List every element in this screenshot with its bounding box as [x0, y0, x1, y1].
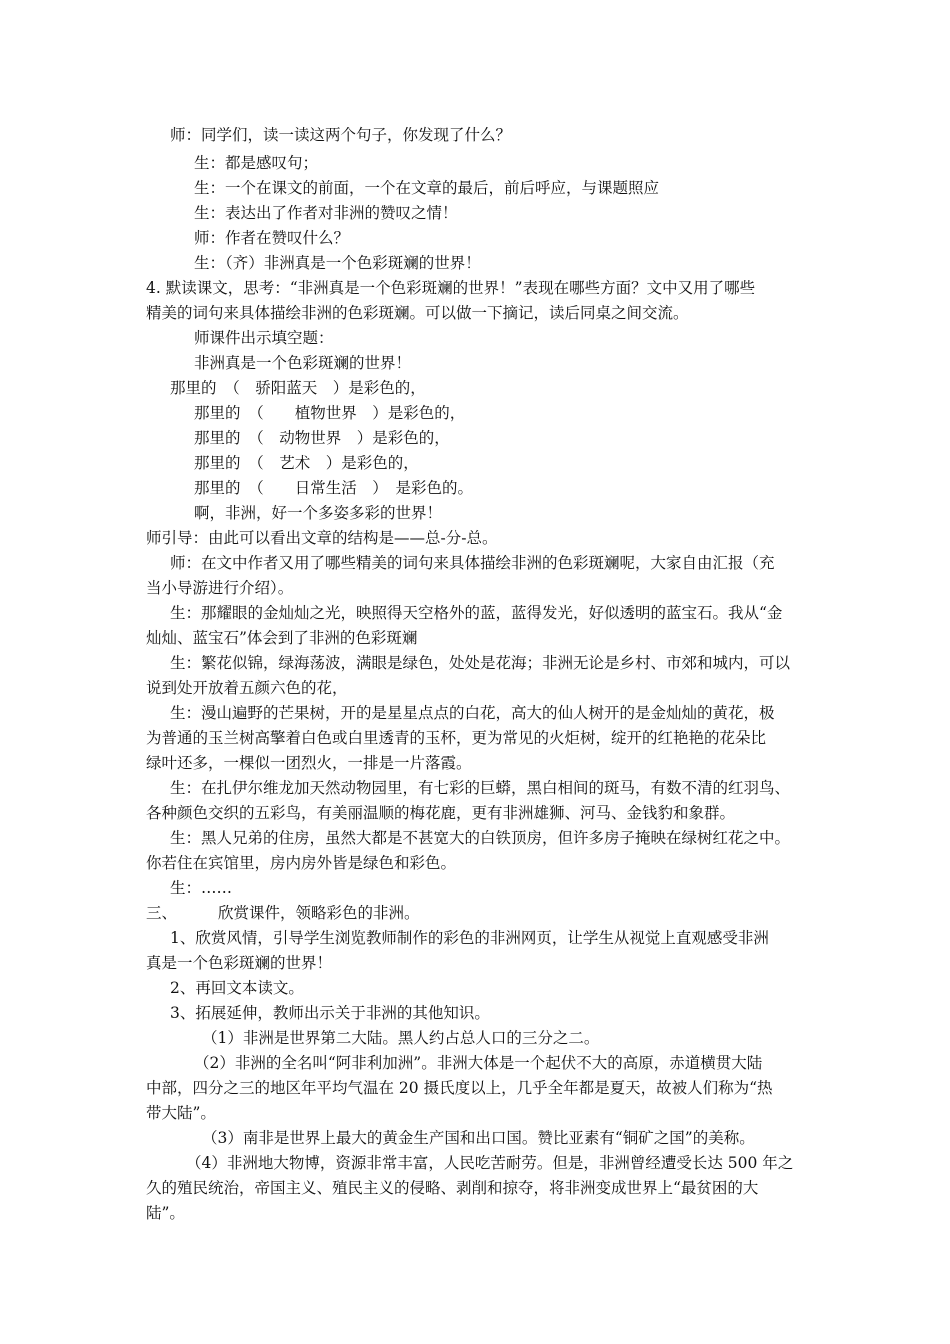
- dialogue-line: 生：表达出了作者对非洲的赞叹之情！: [194, 204, 458, 222]
- paragraph-line: 带大陆”。: [146, 1104, 216, 1122]
- paragraph-line: 生：繁花似锦，绿海荡波，满眼是绿色，处处是花海；非洲无论是乡村、市郊和城内，可以: [170, 654, 791, 672]
- paragraph-line: 真是一个色彩斑斓的世界！: [146, 954, 333, 972]
- paragraph-line: 说到处开放着五颜六色的花，: [146, 679, 348, 697]
- fill-in-line: 那里的 （ 植物世界 ）是彩色的，: [194, 404, 466, 422]
- paragraph-line: 3、拓展延伸，教师出示关于非洲的其他知识。: [170, 1004, 490, 1022]
- paragraph-line: 生：在扎伊尔维龙加天然动物园里，有七彩的巨蟒，黑白相间的斑马，有数不清的红羽鸟、: [170, 779, 791, 797]
- paragraph-line: 师课件出示填空题：: [194, 329, 334, 347]
- paragraph-line: 精美的词句来具体描绘非洲的色彩斑斓。可以做一下摘记，读后同桌之间交流。: [146, 304, 689, 322]
- paragraph-line: 为普通的玉兰树高擎着白色或白里透青的玉杯，更为常见的火炬树，绽开的红艳艳的花朵比: [146, 729, 767, 747]
- paragraph-line: 绿叶还多，一棵似一团烈火，一排是一片落霞。: [146, 754, 472, 772]
- paragraph-line: 生：……: [170, 879, 233, 897]
- fill-in-line: 那里的 （ 艺术 ）是彩色的，: [194, 454, 419, 472]
- list-item: （1）非洲是世界第二大陆。黑人约占总人口的三分之二。: [202, 1029, 600, 1047]
- paragraph-line: 生：黑人兄弟的住房，虽然大都是不甚宽大的白铁顶房，但许多房子掩映在绿树红花之中。: [170, 829, 791, 847]
- paragraph-line: 陆”。: [146, 1204, 185, 1222]
- fill-in-line: 那里的 （ 骄阳蓝天 ）是彩色的，: [170, 379, 426, 397]
- section-number: 三、: [146, 904, 178, 922]
- section-heading: 欣赏课件，领略彩色的非洲。: [218, 904, 420, 922]
- paragraph-line: 1、欣赏风情，引导学生浏览教师制作的彩色的非洲网页，让学生从视觉上直观感受非洲: [170, 929, 769, 947]
- list-item: （3）南非是世界上最大的黄金生产国和出口国。赞比亚素有“铜矿之国”的美称。: [202, 1129, 755, 1147]
- paragraph-line: 师引导：由此可以看出文章的结构是——总-分-总。: [146, 529, 498, 547]
- paragraph-line: 你若住在宾馆里，房内房外皆是绿色和彩色。: [146, 854, 457, 872]
- dialogue-line: 生：一个在课文的前面，一个在文章的最后，前后呼应，与课题照应: [194, 179, 660, 197]
- paragraph-line: 生：漫山遍野的芒果树，开的是星星点点的白花，高大的仙人树开的是金灿灿的黄花，极: [170, 704, 775, 722]
- dialogue-line: 生：（齐）非洲真是一个色彩斑斓的世界！: [194, 254, 481, 272]
- dialogue-line: 师：作者在赞叹什么？: [194, 229, 350, 247]
- dialogue-line: 师：同学们，读一读这两个句子，你发现了什么？: [170, 126, 512, 144]
- paragraph-line: 各种颜色交织的五彩鸟，有美丽温顺的梅花鹿，更有非洲雄狮、河马、金钱豹和象群。: [146, 804, 736, 822]
- paragraph-line: 2、再回文本读文。: [170, 979, 304, 997]
- list-item: （2）非洲的全名叫“阿非利加洲”。非洲大体是一个起伏不大的高原，赤道横贯大陆: [194, 1054, 763, 1072]
- fill-in-line: 那里的 （ 动物世界 ）是彩色的，: [194, 429, 450, 447]
- list-item: （4）非洲地大物博，资源非常丰富，人民吃苦耐劳。但是，非洲曾经遭受长达 500 年之: [186, 1154, 794, 1172]
- step-4-paragraph: 4. 默读课文，思考：“非洲真是一个色彩斑斓的世界！”表现在哪些方面？文中又用了哪些: [146, 279, 756, 297]
- paragraph-line: 生：那耀眼的金灿灿之光，映照得天空格外的蓝，蓝得发光，好似透明的蓝宝石。我从“金: [170, 604, 783, 622]
- fill-in-line: 啊，非洲，好一个多姿多彩的世界！: [194, 504, 443, 522]
- paragraph-line: 久的殖民统治，帝国主义、殖民主义的侵略、剥削和掠夺，将非洲变成世界上“最贫困的大: [146, 1179, 759, 1197]
- paragraph-line: 当小导游进行介绍）。: [146, 579, 294, 597]
- dialogue-line: 生：都是感叹句；: [194, 154, 319, 172]
- paragraph-line: 师：在文中作者又用了哪些精美的词句来具体描绘非洲的色彩斑斓呢，大家自由汇报（充: [170, 554, 775, 572]
- paragraph-line: 中部，四分之三的地区年平均气温在 20 摄氏度以上，几乎全年都是夏天，故被人们称为“热: [146, 1079, 773, 1097]
- fill-in-title: 非洲真是一个色彩斑斓的世界！: [194, 354, 412, 372]
- paragraph-line: 灿灿、蓝宝石”体会到了非洲的色彩斑斓: [146, 629, 418, 647]
- fill-in-line: 那里的 （ 日常生活 ） 是彩色的。: [194, 479, 474, 497]
